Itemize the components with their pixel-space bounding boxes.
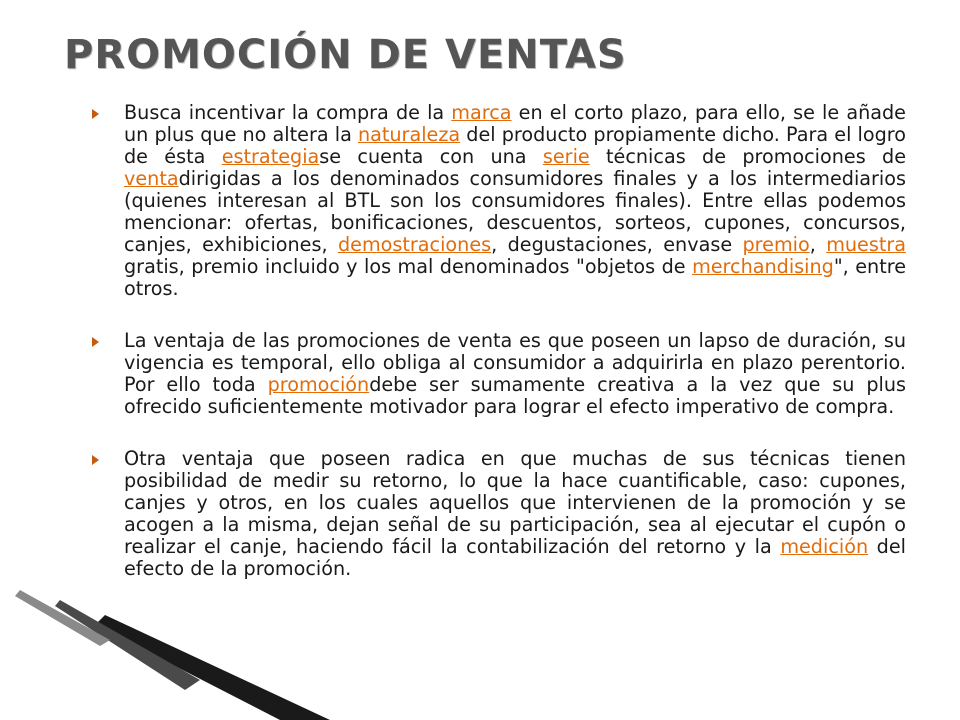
inline-link[interactable]: merchandising bbox=[692, 255, 834, 278]
paragraph-text: Otra ventaja que poseen radica en que muchas de sus técnicas tienen posibilidad de medir su retorno, lo que la hace cuantificable, caso: cupones, canjes y otros, en los cuales aquellos que intervienen de la promoción y se acogen a la misma, dejan señal de su participación, sea al ejecutar el cupón o realizar el canje, haciendo fácil la contabilización del retorno y la bbox=[124, 447, 906, 558]
paragraph-text: se cuenta con una bbox=[319, 145, 543, 168]
arrow-right-icon bbox=[92, 337, 99, 347]
paragraph-text: , bbox=[809, 233, 827, 256]
bullet-paragraph bbox=[124, 448, 906, 580]
paragraph-text: técnicas de promociones de bbox=[589, 145, 907, 168]
paragraph-text: ", entre otros. bbox=[124, 255, 906, 300]
inline-link[interactable]: promoción bbox=[267, 373, 370, 396]
paragraph-text: debe ser sumamente creativa a la vez que su plus ofrecido suficientemente motivador para lograr el efecto imperativo de compra. bbox=[124, 373, 906, 418]
paragraph-text: en el corto plazo, para ello, se le añade un plus que no altera la bbox=[124, 101, 906, 146]
inline-link[interactable]: serie bbox=[542, 145, 590, 168]
slide-title: PROMOCIÓN DE VENTAS bbox=[64, 32, 627, 78]
inline-link[interactable]: demostraciones bbox=[337, 233, 492, 256]
bullet-item bbox=[104, 330, 906, 418]
bullet-item bbox=[104, 102, 906, 300]
paragraph-text: , degustaciones, envase bbox=[491, 233, 743, 256]
inline-link[interactable]: premio bbox=[742, 233, 810, 256]
bullet-list bbox=[104, 102, 906, 610]
inline-link[interactable]: marca bbox=[451, 101, 512, 124]
paragraph-text: del producto propiamente dicho. Para el logro de ésta bbox=[124, 123, 906, 168]
paragraph-text: dirigidas a los denominados consumidores finales y a los intermediarios (quienes interesan al BTL son los consumidores finales). Entre ellas podemos mencionar: ofertas, bonificaciones, descuentos, sorteos, cupones, concursos, canjes, exhibiciones, bbox=[124, 167, 906, 256]
inline-link[interactable]: naturaleza bbox=[357, 123, 461, 146]
bullet-paragraph bbox=[124, 330, 906, 418]
paragraph-text: La ventaja de las promociones de venta es que poseen un lapso de duración, su vigencia es temporal, ello obliga al consumidor a adquirirla en plazo perentorio. Por ello toda bbox=[124, 329, 906, 396]
inline-link[interactable]: medición bbox=[780, 535, 869, 558]
inline-link[interactable]: muestra bbox=[826, 233, 907, 256]
arrow-right-icon bbox=[92, 455, 99, 465]
paragraph-text: gratis, premio incluido y los mal denominados "objetos de bbox=[124, 255, 693, 278]
bullet-paragraph bbox=[124, 102, 906, 300]
arrow-right-icon bbox=[92, 109, 99, 119]
paragraph-text: Busca incentivar la compra de la bbox=[124, 101, 452, 124]
paragraph-text: del efecto de la promoción. bbox=[124, 535, 906, 580]
inline-link[interactable]: estrategia bbox=[221, 145, 320, 168]
inline-link[interactable]: venta bbox=[124, 167, 179, 190]
bullet-item bbox=[104, 448, 906, 580]
